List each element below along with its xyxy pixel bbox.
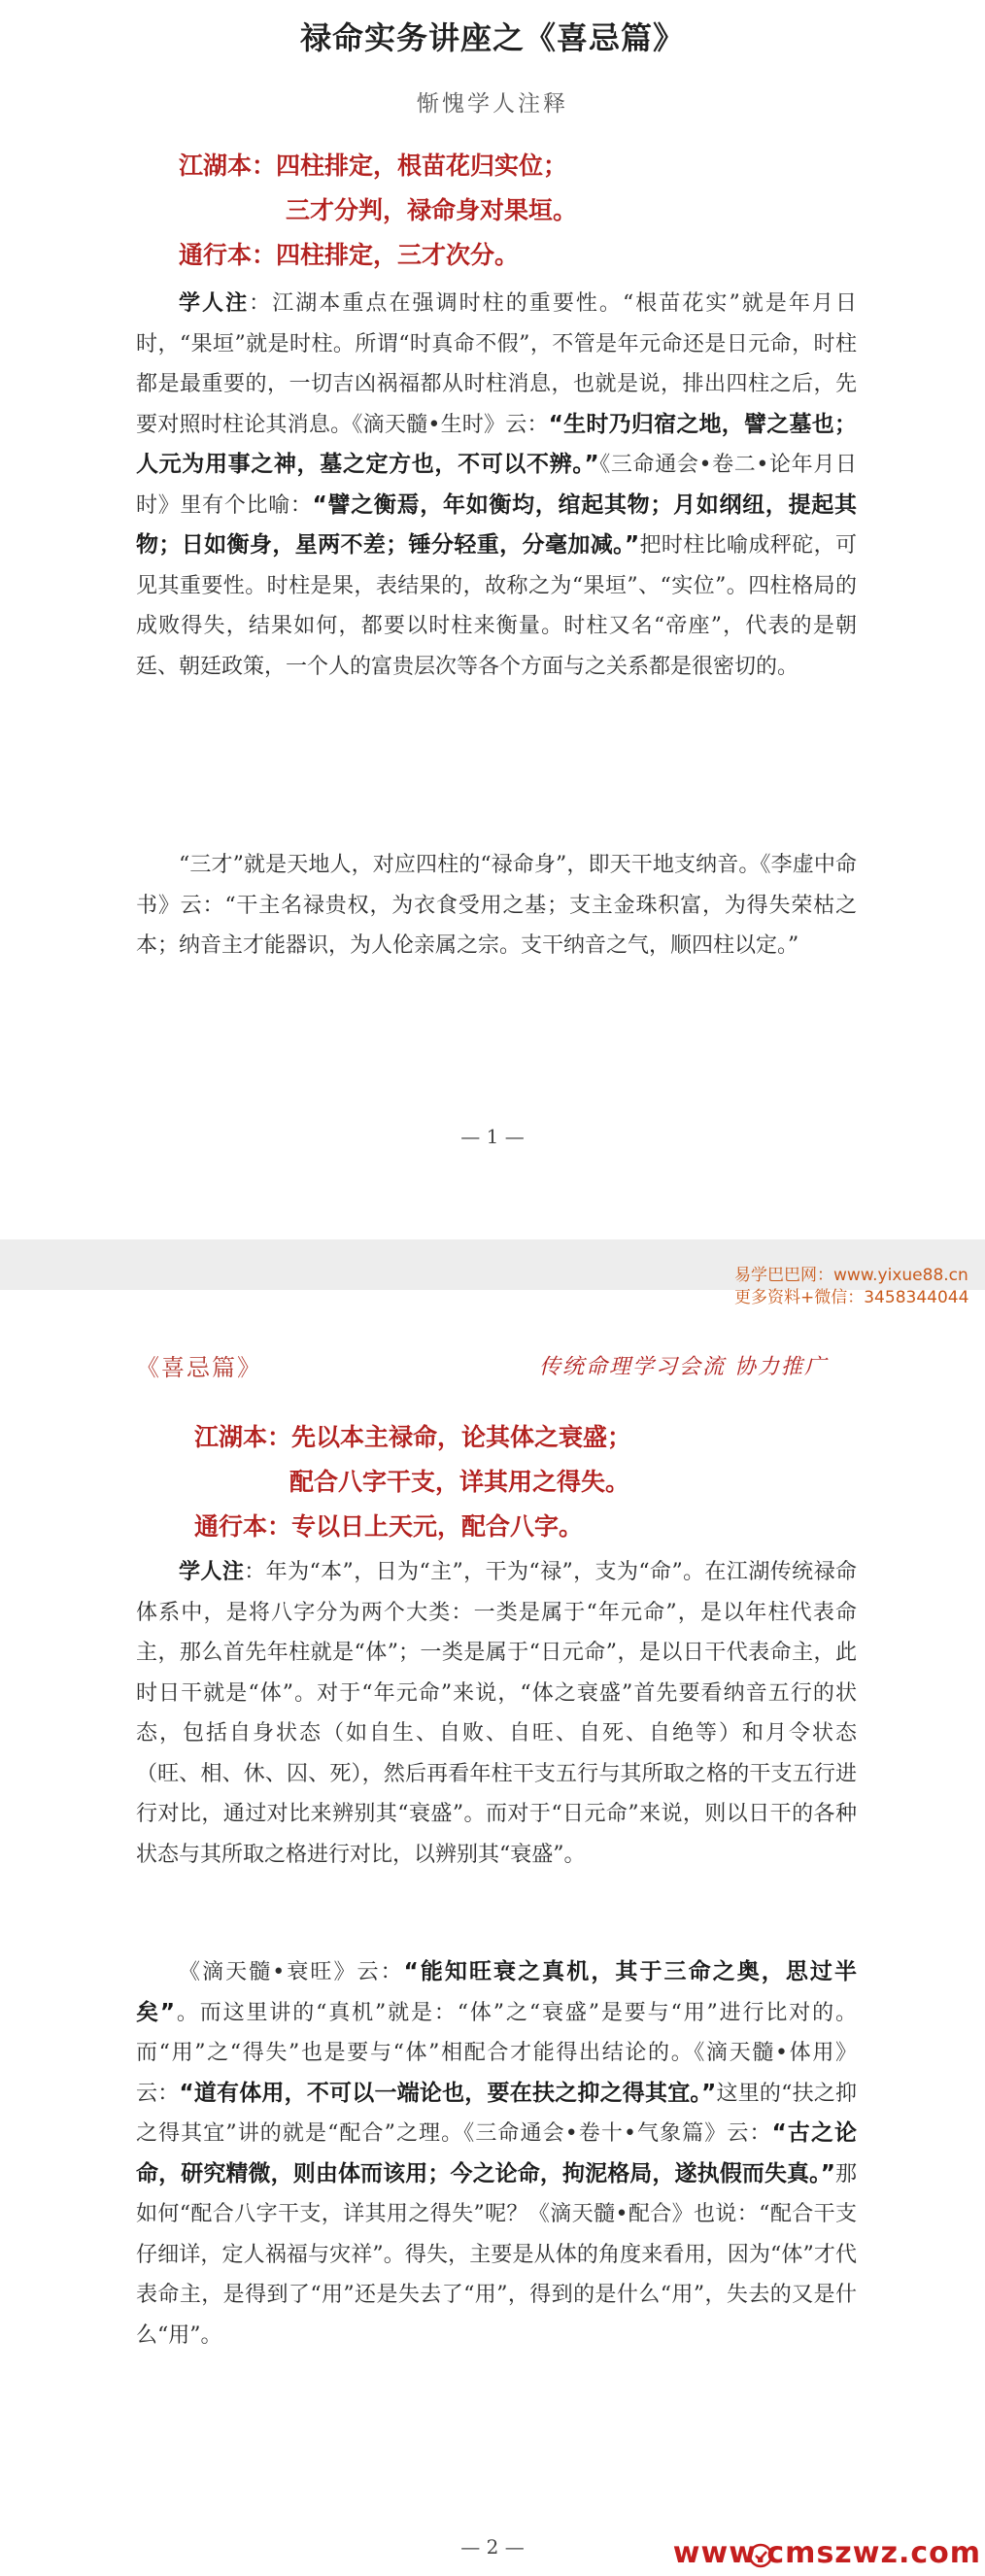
annotation-lead-label: 学人注 xyxy=(179,291,250,316)
watermark-line-1: 易学巴巴网：www.yixue88.cn xyxy=(734,1266,968,1285)
text-run: “三才”就是天地人，对应四柱的“禄命身”，即天干地支纳音。《李虚中命书》云：“干主名禄贵权，为衣食受用之基；支主金珠积富，为得失荣枯之本；纳音主才能器识，为人伦亲属之宗。支干纳音之气，顺四柱以定。” xyxy=(136,853,857,958)
emphasized-quote: “譬之衡焉，年如衡均，绾起其物；月如纲纽，提起其物；日如衡身，星两不差；锤分轻重，分毫加减。” xyxy=(136,491,857,558)
annotation-paragraph-1 xyxy=(136,284,857,687)
text-run: 把时柱比喻成秤砣，可见其重要性。时柱是果，表结果的，故称之为“果垣”、“实位”。四柱格局的成败得失，结果如何，都要以时柱来衡量。时柱又名“帝座”，代表的是朝廷、朝廷政策，一个人的富贵层次等各个方面与之关系都是很密切的。 xyxy=(136,533,857,679)
emphasized-quote: “古之论命，研究精微，则由体而该用；今之论命，拘泥格局，遂执假而失真。” xyxy=(136,2120,857,2186)
site-watermark: www.cmszwz.com xyxy=(672,2536,981,2570)
annotation-paragraph-1 xyxy=(136,1552,857,1875)
page-title: 禄命实务讲座之《喜忌篇》 xyxy=(299,19,685,56)
watermark-line-2: 更多资料+微信：3458344044 xyxy=(734,1288,969,1307)
calligraphy-header: 传统命理学习会流 协力推广 xyxy=(539,1355,828,1379)
text-run: 《三命通会•卷二•论年月日时》里有个比喻： xyxy=(136,453,857,518)
text-run: 这里的“扶之抑之得其宜”讲的就是“配合”之理。《三命通会•卷十•气象篇》云： xyxy=(136,2081,857,2146)
text-run: ：江湖本重点在强调时柱的重要性。“根苗花实”就是年月日时，“果垣”就是时柱。所谓“时真命不假”，不管是年元命还是日元命，时柱都是最重要的，一切吉凶祸福都从时柱消息，也就是说，排出四柱之后，先要对照时柱论其消息。《滴天髓•生时》云： xyxy=(136,291,857,437)
red-line-2: 三才分判，禄命身对果垣。 xyxy=(286,196,578,224)
page-number: — 2 — xyxy=(460,2535,525,2559)
page-subtitle: 惭愧学人注释 xyxy=(417,91,568,117)
red-line-1: 江湖本：四柱排定，根苗花归实位； xyxy=(179,152,568,180)
text-run: 《滴天髓•衰旺》云： xyxy=(179,1960,404,1984)
page-number: — 1 — xyxy=(460,1125,525,1148)
red-line-1: 江湖本：先以本主禄命，论其体之衰盛； xyxy=(194,1423,632,1451)
annotation-lead-label: 学人注 xyxy=(179,1560,245,1584)
document-page-2 xyxy=(0,1266,985,2576)
emphasized-quote: “道有体用，不可以一端论也，要在扶之抑之得其宜。” xyxy=(179,2080,717,2106)
red-line-3: 通行本：专以日上天元，配合八字。 xyxy=(194,1512,584,1541)
text-run: 那如何“配合八字干支，详其用之得失”呢？《滴天髓•配合》也说：“配合干支仔细详，定人祸福与灾祥”。得失，主要是从体的角度来看用，因为“体”才代表命主，是得到了“用”还是失去了“用”，得到的是什么“用”，失去的又是什么“用”。 xyxy=(136,2161,857,2348)
emphasized-quote: “生时乃归宿之地，譬之墓也；人元为用事之神，墓之定方也，不可以不辨。” xyxy=(136,411,857,477)
text-run: ：年为“本”，日为“主”，干为“禄”，支为“命”。在江湖传统禄命体系中，是将八字分为两个大类：一类是属于“年元命”，是以年柱代表命主，那么首先年柱就是“体”；一类是属于“日元命”，是以日干代表命主，此时日干就是“体”。对于“年元命”来说，“体之衰盛”首先要看纳音五行的状态，包括自身状态（如自生、自败、自旺、自死、自绝等）和月令状态（旺、相、休、囚、死），然后再看年柱干支五行与其所取之格的干支五行进行对比，通过对比来辨别其“衰盛”。而对于“日元命”来说，则以日干的各种状态与其所取之格进行对比，以辨别其“衰盛”。 xyxy=(136,1560,857,1867)
running-header-title: 《喜忌篇》 xyxy=(136,1354,262,1381)
red-line-2: 配合八字干支，详其用之得失。 xyxy=(289,1468,630,1496)
text-run: 。而这里讲的“真机”就是：“体”之“衰盛”是要与“用”进行比对的。而“用”之“得失”也是要与“体”相配合才能得出结论的。《滴天髓•体用》云： xyxy=(136,2000,857,2106)
emphasized-quote: “能知旺衰之真机，其于三命之奥，思过半矣” xyxy=(136,1959,857,2025)
annotation-paragraph-2 xyxy=(136,1952,857,2356)
red-line-3: 通行本：四柱排定，三才次分。 xyxy=(179,241,520,269)
annotation-paragraph-2 xyxy=(136,845,857,966)
document-page-1 xyxy=(0,0,985,1239)
